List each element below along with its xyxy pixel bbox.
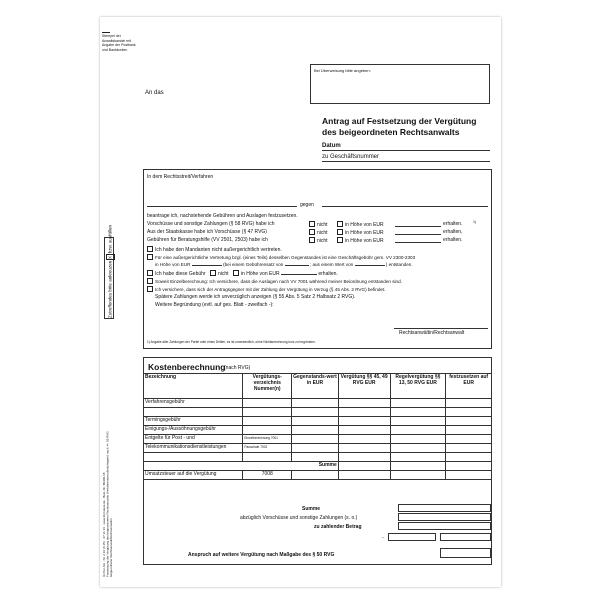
signature-label: Rechtsanwältin/Rechtsanwalt [399,330,465,336]
footnote-text: 1) Angabe aller Zahlungen der Partei oder eines Dritten, es ist unwesentlich, ohne Nichtanrechnung kurz zu begründen. [147,340,316,344]
umsatzsteuer-label: Umsatzsteuer auf die Vergütung [144,471,243,480]
summe2-box[interactable] [398,504,491,512]
antrag-section [143,169,492,349]
col-festzusetzen: festzusetzen auf EUR [446,374,491,399]
row-vv[interactable] [243,408,292,417]
check-item-2b [147,262,491,270]
anspruch-box[interactable] [440,548,491,558]
check5-checkbox[interactable] [147,286,153,292]
hoehe-label: in Höhe von EUR [345,230,384,236]
ueberweisung-box[interactable] [310,64,490,104]
check-item-5 [147,286,491,294]
check3-end: erhalten. [318,271,338,277]
row-label: Telekommunikationsdienstleistungen [144,444,243,453]
form-page [100,17,501,587]
an-das-label: An das [145,90,164,96]
anspruch-label: Anspruch auf weitere Vergütung nach Maßgabe des § 50 RVG [188,552,335,558]
payment-row-label: Gebühren für Beratungshilfe (VV 2501, 2503) habe ich [147,237,268,243]
check3-nicht: nicht [217,271,229,277]
kosten-subtitle: (nach RVG) [224,365,251,371]
geschaeftsnummer-line[interactable] [322,161,490,162]
payment-row [147,237,491,245]
signature-line[interactable] [394,328,488,329]
check-item-2 [147,254,491,262]
datum-label: Datum [322,143,341,149]
begruendung-label: Weitere Begründung (evtl. auf ges. Blatt - zweifach -): [155,302,274,308]
check-item-1 [147,246,491,254]
wert-line[interactable] [355,265,385,266]
check-item-3 [147,270,491,278]
abzueglich-box[interactable] [398,513,491,521]
nicht-checkbox[interactable] [309,237,315,243]
title-line-2: des beigeordneten Rechtsanwalts [322,127,460,137]
kosten-row [144,444,491,453]
dash-box-2[interactable] [440,533,491,541]
footnote-mark: 1) [473,220,477,224]
row-vv[interactable]: Einzelberechnung 7001 [243,435,292,444]
hoehe-checkbox[interactable] [337,229,343,235]
check1-text: Ich habe den Mandanten nicht außergerichtlich vertreten. [155,247,282,253]
check1-checkbox[interactable] [147,246,153,252]
check3-nicht-checkbox[interactable] [210,270,216,276]
check3-hoehe-checkbox[interactable] [233,270,239,276]
amount-line[interactable] [395,234,441,235]
kosten-grid [144,373,491,480]
summe-row [144,462,491,471]
kosten-row [144,399,491,408]
check2-checkbox[interactable] [147,254,153,260]
dash-label: - [382,535,384,541]
check2b-mid2: ; aus einem Wert von [309,262,354,267]
row-vv[interactable] [243,426,292,435]
vertical-code: ÜLTtur AG · Nr. 2.10 (6.15) · 67 11 16 · www.formulare.de · Best.-Nr. 80300-18 [102,472,106,577]
nicht-checkbox[interactable] [309,229,315,235]
hoehe-checkbox[interactable] [337,237,343,243]
col-vv: Vergütungs-verzeichnis Nummer(n) [243,374,292,399]
nicht-checkbox[interactable] [309,221,315,227]
gebuehr-amount-line[interactable] [192,265,222,266]
check4-text: Soweit Einzelberechnung: Ich versichere, dass die Auslagen nach VV 7001 während meiner Beiordnung entstanden sind. [155,279,402,284]
check3-hoehe: in Höhe von EUR [240,271,280,277]
check2b-end: ) entstanden. [385,262,413,267]
gebuehrensatz-line[interactable] [285,265,309,266]
check3-pre: Ich habe diese Gebühr [155,271,206,277]
rechtsstreit-label: In dem Rechtsstreit/Verfahren [147,174,214,180]
stamp-marker-line [102,32,110,33]
beantrage-text: beantrage ich, nachstehende Gebühren und Auslagen festzusetzen. [147,213,298,219]
geschaeftsnummer-label: zu Geschäftsnummer [322,154,380,160]
summe2-label: Summe [302,506,321,512]
row-label: Einigungs-/Aussöhnungsgebühr [144,426,243,435]
check4-checkbox[interactable] [147,278,153,284]
row-label [144,453,243,462]
umsatzsteuer-row [144,471,491,480]
amount-line[interactable] [395,242,441,243]
row-vv[interactable] [243,453,292,462]
payment-row [147,229,491,237]
partei-line[interactable] [147,206,297,207]
nicht-label: nicht [317,222,328,228]
instruction-text-2: bzw. ausfüllen [107,224,113,254]
gegner-line[interactable] [322,206,488,207]
check3-amount-line[interactable] [281,274,317,275]
erhalten-label: erhalten, [443,229,463,235]
abzueglich-label: abzüglich Vorschüsse und sonstige Zahlungen (s. o.) [240,515,358,521]
kosten-section [143,357,492,565]
vertical-footer [103,417,114,577]
kosten-table [144,373,491,480]
instruction-x-icon: X [106,255,115,260]
title-line-1: Antrag auf Festsetzung der Vergütung [322,116,477,126]
zahlender-box[interactable] [398,522,491,530]
row-label: Verfahrensgebühr [144,399,243,408]
check-item-4 [147,278,491,286]
payment-row [147,221,491,229]
row-vv[interactable] [243,399,292,408]
col-gegenstandswert: Gegenstands-wert in EUR [292,374,339,399]
instruction-box [104,224,114,319]
nicht-label: nicht [317,238,328,244]
payment-rows [147,221,491,245]
amount-line[interactable] [395,226,441,227]
payment-row-label: Vorschüsse und sonstige Zahlungen (§ 58 RVG) habe ich [147,221,275,227]
ueberweisung-label: Bei Überweisung bitte angeben: [314,68,371,73]
erhalten-label: erhalten. [443,221,463,227]
row-label: Termingsgebühr [144,417,243,426]
row-vv[interactable] [243,417,292,426]
gegen-label: gegen [300,202,314,208]
datum-line[interactable] [322,150,490,151]
stamp-label: Stempel der Anwaltskanzlei mit Angabe der Postbank und Bankkonten [102,34,136,52]
kosten-row [144,435,491,444]
check3-checkbox[interactable] [147,270,153,276]
col-regelverguetung: Regelvergütung §§ 13, 50 RVG EUR [390,374,446,399]
hoehe-label: in Höhe von EUR [345,238,384,244]
hoehe-checkbox[interactable] [337,221,343,227]
kosten-header-row [144,374,491,399]
checklist [147,246,491,310]
instruction-text: Zutreffendes bitte ankreuzen [107,260,113,318]
check5-text: Ich versichere, dass sich der Antragsgegner mit der Zahlung der Vergütung in Verzug (§ 45 Abs. 2 RVG) befindet. [155,287,386,292]
check2b-mid: (bei einem Gebührensatz von [223,262,284,267]
col-verguetung: Vergütung §§ 45, 49 RVG EUR [338,374,390,399]
check2-text: Für eine außergerichtliche Vertretung bzgl. (eines Teils) desselben Gegenstandes ist eine Geschäftsgebühr gem. VV 2300-2303 [155,255,416,260]
kosten-row [144,417,491,426]
hoehe-label: in Höhe von EUR [345,222,384,228]
kosten-title: Kostenberechnung [148,362,226,372]
summe-label: Summe [144,462,338,471]
kosten-row [144,453,491,462]
row-vv[interactable]: Pauschale 7002 [243,444,292,453]
row-label [144,408,243,417]
umsatzsteuer-vv: 7008 [243,471,292,480]
row-label: Entgelte für Post - und [144,435,243,444]
check2b-pre: in Höhe von EUR [155,262,191,267]
form-title [322,116,476,138]
col-bezeichnung: Bezeichnung [144,374,243,399]
dash-box-1[interactable] [388,533,436,541]
erhalten-label: erhalten. [443,237,463,243]
nicht-label: nicht [317,230,328,236]
kosten-row [144,426,491,435]
kosten-row [144,408,491,417]
vertical-footer-text: Festsetzung der Vergütung des beigeordneten Rechtsanwalts (Verfahrensbevollmächtigte/r) nach § 55 RVG beigeordneter Rechtsanwalt/Rechtsanwältin [105,431,113,577]
zahlender-label: zu zahlender Betrag [314,524,362,530]
payment-row-label: Aus der Staatskasse habe ich Vorschüsse (§ 47 RVG) [147,229,267,235]
spaetere-text: Spätere Zahlungen werde ich unverzüglich anzeigen (§ 55 Abs. 5 Satz 2 Halbsatz 2 RVG). [155,294,356,300]
